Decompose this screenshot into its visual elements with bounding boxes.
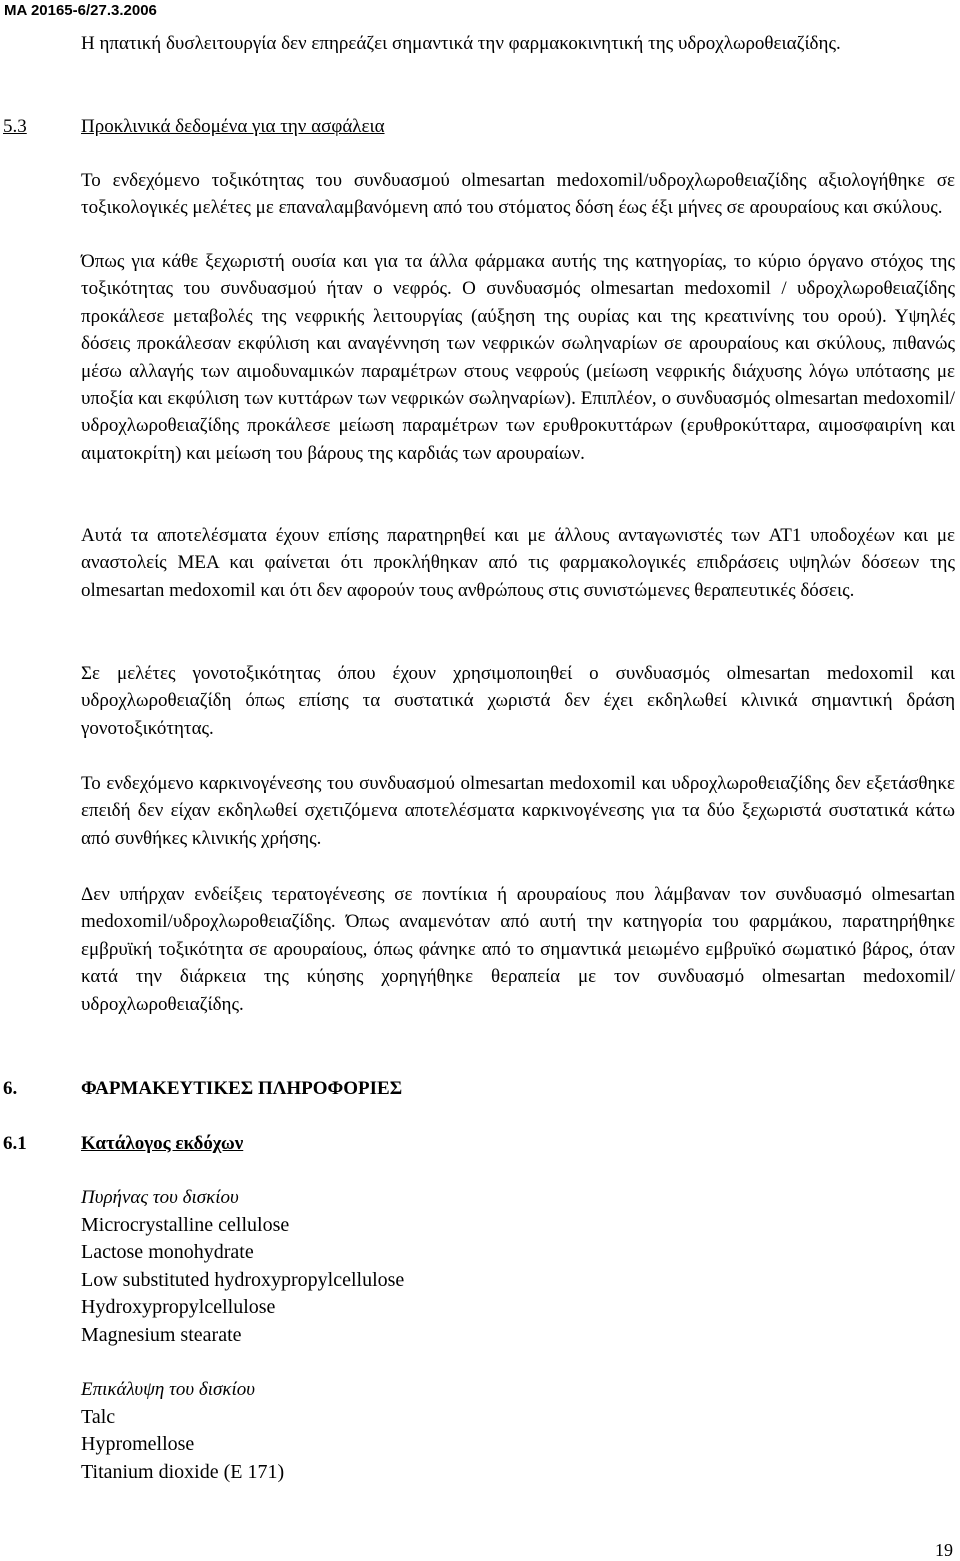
list-item: Low substituted hydroxypropylcellulose — [81, 1268, 405, 1291]
section-6-number: 6. — [3, 1078, 18, 1099]
section-5-3-number: 5.3 — [3, 116, 27, 137]
list-item: Magnesium stearate — [81, 1323, 242, 1346]
page-number: 19 — [935, 1540, 953, 1560]
preclinical-paragraph-1: Το ενδεχόμενο τοξικότητας του συνδυασμού olmesartan medoxomil/υδροχλωροθειαζίδης αξιολογήθηκε σε τοξικολογικές μελέτες με επαναλαμβανόμενη από του στόματος δόση έως έξι μήνες σε αρουραίους και σκύλους. — [81, 170, 955, 219]
coating-excipients-list — [81, 1376, 284, 1486]
list-item: Talc — [81, 1405, 116, 1428]
list-item: Hydroxypropylcellulose — [81, 1296, 276, 1318]
list-item: Titanium dioxide (E 171) — [81, 1460, 285, 1483]
preclinical-paragraph-2: Όπως για κάθε ξεχωριστή ουσία και για τα άλλα φάρμακα αυτής της κατηγορίας, το κύριο όργανο στόχος της τοξικότητας του συνδυασμού ήταν ο νεφρός. Ο συνδυασμός olmesartan medoxomil / υδροχλωροθειαζίδης προκάλεσε μεταβολές της νεφρικής λειτουργίας (αύξηση της ουρίας και της κρεατινίνης του ορού). Υψηλές δόσεις προκάλεσαν εκφύλιση και αναγέννηση των νεφρικών σωληναρίων σε αρουραίους και σκύλους, πιθανώς μέσω αλλαγής των αιμοδυναμικών παραμέτρων στους νεφρούς (μείωση νεφρικής διάχυσης λόγω υπότασης με υποξία και εκφύλιση των κυττάρων των νεφρικών σωληναρίων). Επιπλέον, ο συνδυασμός olmesartan medoxomil/υδροχλωροθειαζίδης προκάλεσε μείωση παραμέτρων των ερυθροκυττάρων (ερυθροκύτταρα, αιμοσφαιρίνη και αιματοκρίτη) και μείωση του βάρους της καρδιάς των αρουραίων. — [81, 251, 955, 464]
coating-heading: Επικάλυψη του δισκίου — [81, 1379, 255, 1400]
document-header: MA 20165-6/27.3.2006 — [4, 2, 157, 19]
preclinical-paragraph-5: Το ενδεχόμενο καρκινογένεσης του συνδυασμού olmesartan medoxomil και υδροχλωροθειαζίδης δεν εξετάσθηκε επειδή δεν είχαν εκδηλωθεί σχετιζόμενα αποτελέσματα καρκινογένεσης για τα δύο ξεχωριστά συστατικά κάτω από συνθήκες κλινικής χρήσης. — [81, 773, 955, 849]
list-item: Microcrystalline cellulose — [81, 1213, 290, 1236]
preclinical-paragraph-4: Σε μελέτες γονοτοξικότητας όπου έχουν χρησιμοποιηθεί ο συνδυασμός olmesartan medoxomil και υδροχλωροθειαζίδη όπως επίσης τα συστατικά χωριστά δεν έχει εκδηλωθεί κλινικά σημαντική δράση γονοτοξικότητας. — [81, 663, 955, 739]
list-item: Hypromellose — [81, 1433, 195, 1455]
preclinical-paragraph-3: Αυτά τα αποτελέσματα έχουν επίσης παρατηρηθεί και με άλλους ανταγωνιστές των AT1 υποδοχέων και με αναστολείς ΜΕΑ και φαίνεται ότι προκλήθηκαν από τις φαρμακολογικές επιδράσεις υψηλών δόσεων της olmesartan medoxomil και ότι δεν αφορούν τους ανθρώπους στις συνιστώμενες θεραπευτικές δόσεις. — [81, 525, 955, 601]
core-excipients-list — [81, 1184, 404, 1349]
list-item: Lactose monohydrate — [81, 1241, 254, 1263]
section-6-title: ΦΑΡΜΑΚΕΥΤΙΚΕΣ ΠΛΗΡΟΦΟΡΙΕΣ — [81, 1078, 403, 1099]
section-5-3-title: Προκλινικά δεδομένα για την ασφάλεια — [81, 116, 385, 137]
section-6-1-title: Κατάλογος εκδόχων — [81, 1133, 244, 1154]
section-6-1-number: 6.1 — [3, 1133, 27, 1154]
core-heading: Πυρήνας του δισκίου — [81, 1187, 239, 1208]
intro-paragraph: Η ηπατική δυσλειτουργία δεν επηρεάζει σημαντικά την φαρμακοκινητική της υδροχλωροθειαζίδης. — [81, 33, 841, 54]
preclinical-paragraph-6: Δεν υπήρχαν ενδείξεις τερατογένεσης σε ποντίκια ή αρουραίους που λάμβαναν τον συνδυασμό olmesartan medoxomil/υδροχλωροθειαζίδης. Όπως αναμενόταν από αυτή την κατηγορία του φαρμάκου, παρατηρήθηκε εμβρυϊκή τοξικότητα σε αρουραίους, όπως φάνηκε από το σημαντικά μειωμένο εμβρυϊκό σωματικό βάρος, όταν κατά την διάρκεια της κύησης χορηγήθηκε θεραπεία με τον συνδυασμό olmesartan medoxomil/υδροχλωροθειαζίδης. — [81, 884, 955, 1015]
